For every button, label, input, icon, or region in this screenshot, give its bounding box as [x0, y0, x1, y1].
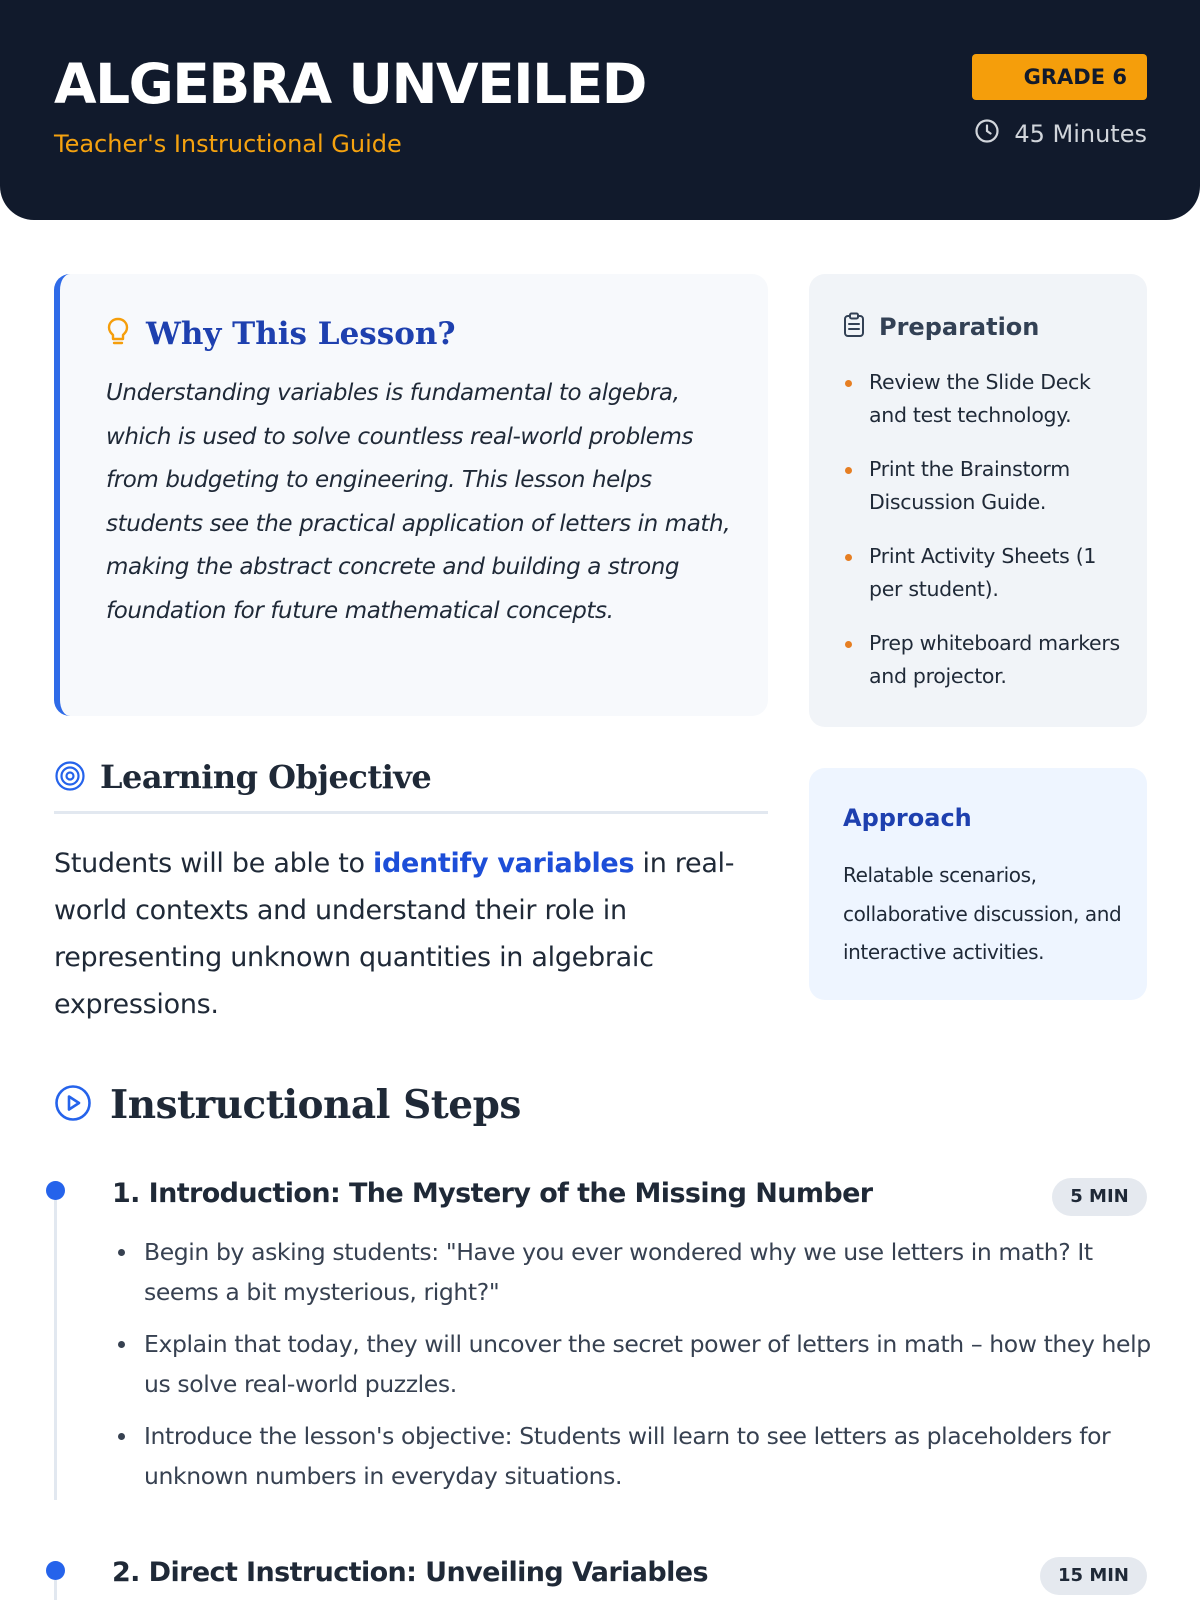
preparation-item	[843, 453, 1128, 519]
preparation-item	[843, 627, 1128, 693]
step-time-badge: 15 MIN	[1040, 1557, 1147, 1595]
bullet-dot	[118, 1433, 125, 1440]
preparation-item	[843, 540, 1128, 606]
step-bullet-text: Explain that today, they will uncover the secret power of letters in math – how they help us solve real-world puzzles.	[144, 1330, 1151, 1398]
target-icon	[54, 758, 86, 796]
bullet-dot	[845, 554, 852, 561]
preparation-item-text: Print the Brainstorm Discussion Guide.	[869, 457, 1070, 514]
step-bullet-text: Introduce the lesson's objective: Students will learn to see letters as placeholders for unknown numbers in everyday situations.	[144, 1422, 1111, 1490]
page-subtitle: Teacher's Instructional Guide	[54, 130, 402, 158]
timeline-line	[54, 1198, 57, 1500]
objective-text	[54, 840, 768, 1028]
preparation-card	[809, 274, 1147, 727]
preparation-item-text: Review the Slide Deck and test technology.	[869, 370, 1091, 427]
bullet-dot	[845, 380, 852, 387]
objective-title: Learning Objective	[100, 758, 432, 796]
preparation-item-text: Prep whiteboard markers and projector.	[869, 631, 1120, 688]
objective-heading	[54, 758, 768, 814]
step-bullet-list	[112, 1232, 1152, 1508]
steps-heading	[54, 1082, 521, 1128]
grade-badge: GRADE 6	[972, 54, 1147, 100]
approach-text: Relatable scenarios, collaborative discussion, and interactive activities.	[843, 863, 1122, 964]
steps-title: Instructional Steps	[110, 1082, 521, 1128]
duration-text: 45 Minutes	[1014, 120, 1147, 148]
page-title: ALGEBRA UNVEILED	[54, 52, 646, 116]
objective-text-start: Students will be able to	[54, 848, 374, 879]
timeline-dot	[46, 1561, 65, 1580]
step-bullet	[112, 1324, 1152, 1404]
step-time-badge: 5 MIN	[1052, 1178, 1147, 1216]
step-bullet	[112, 1416, 1152, 1496]
clipboard-icon	[843, 312, 865, 342]
bullet-dot	[845, 641, 852, 648]
page-header	[0, 0, 1200, 220]
bullet-dot	[118, 1249, 125, 1256]
bullet-dot	[118, 1341, 125, 1348]
timeline-dot	[46, 1181, 65, 1200]
preparation-item	[843, 366, 1128, 432]
why-lesson-title: Why This Lesson?	[146, 316, 456, 352]
approach-title: Approach	[843, 804, 972, 832]
play-circle-icon	[54, 1084, 92, 1126]
preparation-heading	[843, 312, 1039, 342]
step-title: 1. Introduction: The Mystery of the Missing Number	[112, 1178, 873, 1209]
bullet-dot	[845, 467, 852, 474]
step-bullet-text: Begin by asking students: "Have you ever wondered why we use letters in math? It seems a bit mysterious, right?"	[144, 1238, 1093, 1306]
approach-card	[809, 768, 1147, 1000]
why-lesson-heading	[106, 316, 456, 352]
preparation-title: Preparation	[879, 313, 1040, 341]
timeline-line	[54, 1580, 57, 1600]
preparation-list	[843, 366, 1128, 714]
objective-highlight: identify variables	[373, 848, 635, 879]
step-title: 2. Direct Instruction: Unveiling Variables	[112, 1557, 708, 1588]
why-lesson-text: Understanding variables is fundamental to algebra, which is used to solve countless real-world problems from budgeting to engineering. This lesson helps students see the practical application of letters in math, making the abstract concrete and building a strong foundation for future mathematical concepts.	[106, 380, 731, 624]
lesson-duration	[972, 118, 1147, 150]
step-bullet	[112, 1232, 1152, 1312]
clock-icon	[974, 118, 1000, 150]
lightbulb-icon	[106, 316, 130, 352]
preparation-item-text: Print Activity Sheets (1 per student).	[869, 544, 1097, 601]
objective-text-end: in real-world contexts and understand their role in representing unknown quantities in algebraic expressions.	[54, 848, 735, 1020]
why-lesson-card	[54, 274, 768, 716]
